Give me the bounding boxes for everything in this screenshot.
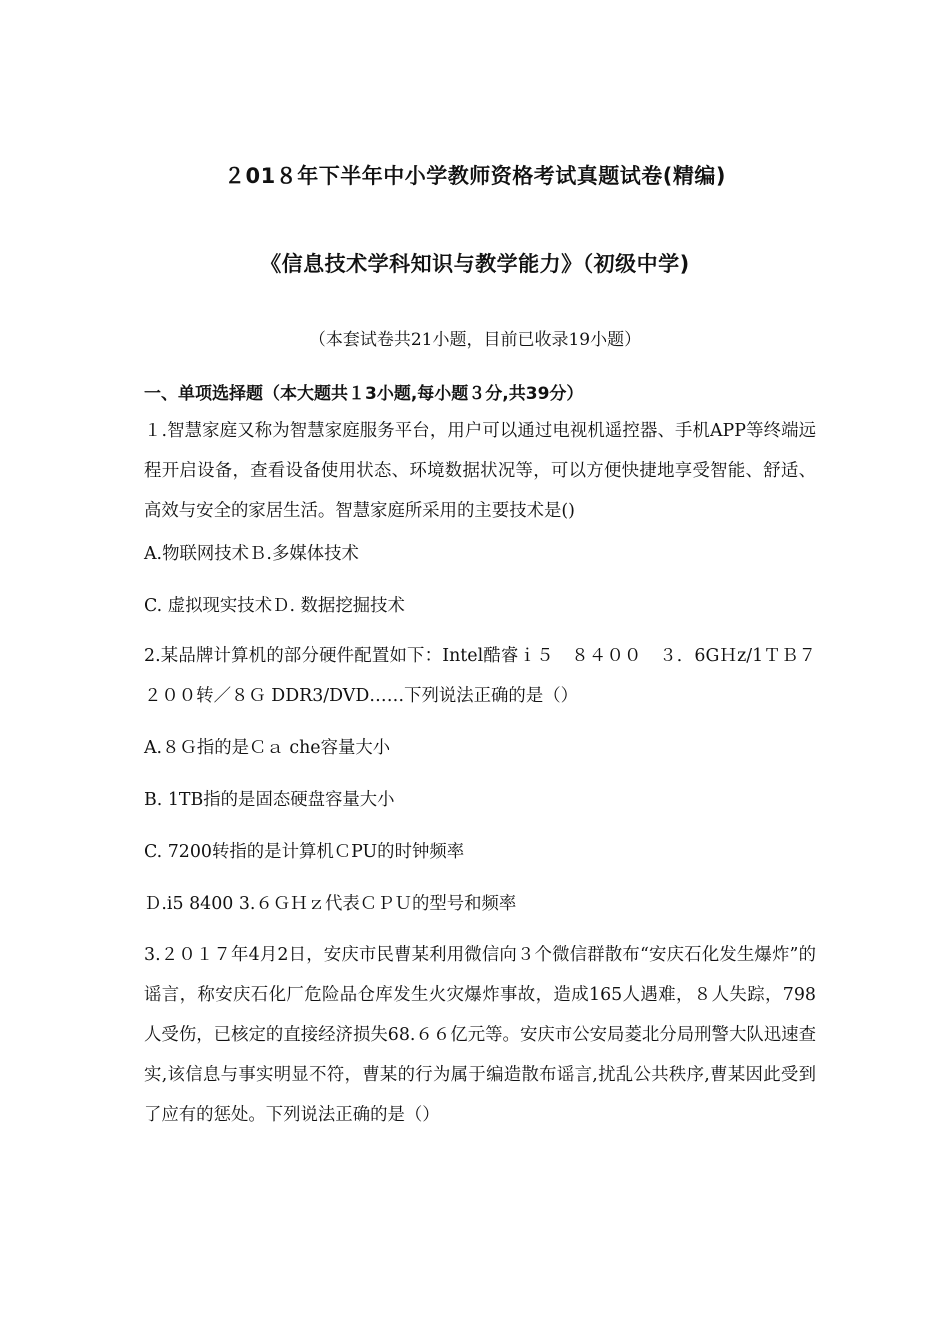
question-1-options-cd: C. 虚拟现实技术Ｄ. 数据挖掘技术 <box>144 596 405 616</box>
question-1-options-ab: A.物联网技术Ｂ.多媒体技术 <box>144 544 359 564</box>
question-3-stem: 3.２０１７年4月2日，安庆市民曹某利用微信向３个微信群散布“安庆石化发生爆炸”的谣言，称安庆石化厂危险品仓库发生火灾爆炸事故，造成165人遇难，８人失踪，798人受伤，已核定的直接经济损失68.６６亿元等。安庆市公安局菱北分局刑警大队迅速查实,该信息与事实明显不符，曹某的行为属于编造散布谣言,扰乱公共秩序,曹某因此受到了应有的惩处。下列说法正确的是（） <box>144 945 816 1125</box>
question-1-stem: １.智慧家庭又称为智慧家庭服务平台，用户可以通过电视机遥控器、手机APP等终端远程开启设备，查看设备使用状态、环境数据状况等，可以方便快捷地享受智能、舒适、高效与安全的家居生活。智慧家庭所采用的主要技术是() <box>144 421 816 521</box>
question-2-option-b: B. 1TB指的是固态硬盘容量大小 <box>144 790 395 810</box>
question-2-option-a: A.８Ｇ指的是Ｃａ che容量大小 <box>144 738 391 758</box>
question-2-option-d: Ｄ.i5 8400 3.６ＧＨｚ代表ＣＰＵ的型号和频率 <box>144 894 517 914</box>
subject-title: 《信息技术学科知识与教学能力》（初级中学) <box>260 252 690 276</box>
question-2-stem: 2.某品牌计算机的部分硬件配置如下：Intel酷睿ｉ５ ８４００ ３．6GＨz/1ＴＢ７２００转／８Ｇ DDR3/DVD……下列说法正确的是（） <box>144 646 816 706</box>
exam-title: ２01８年下半年中小学教师资格考试真题试卷(精编) <box>224 164 726 188</box>
exam-note: （本套试卷共21小题，目前已收录19小题） <box>308 330 642 350</box>
question-2-option-c: C. 7200转指的是计算机ＣPU的时钟频率 <box>144 842 465 862</box>
section-heading: 一、单项选择题（本大题共１3小题,每小题３分,共39分） <box>144 384 584 404</box>
